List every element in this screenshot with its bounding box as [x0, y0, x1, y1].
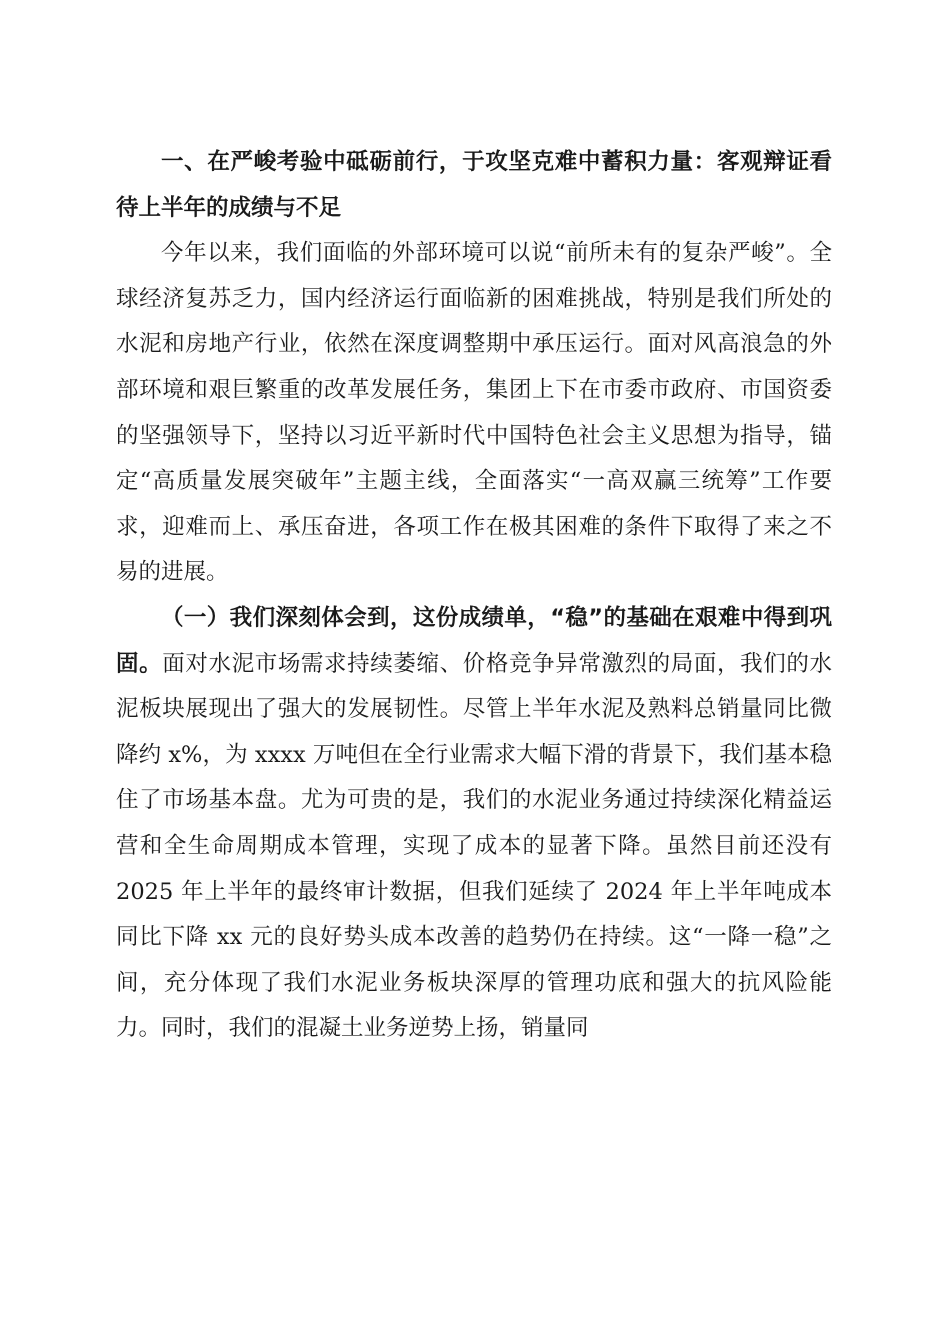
document-body: [116, 140, 832, 1052]
subsection-body: 面对水泥市场需求持续萎缩、价格竞争异常激烈的局面，我们的水泥板块展现出了强大的发展韧性。尽管上半年水泥及熟料总销量同比微降约 x%，为 xxxx 万吨但在全行业需求大幅下滑的背景下，我们基本稳住了市场基本盘。尤为可贵的是，我们的水泥业务通过持续深化精益运营和全生命周期成本管理，实现了成本的显著下降。虽然目前还没有 2025 年上半年的最终审计数据，但我们延续了 2024 年上半年吨成本同比下降 xx 元的良好势头成本改善的趋势仍在持续。这“一降一稳”之间，充分体现了我们水泥业务板块深厚的管理功底和强大的抗风险能力。同时，我们的混凝土业务逆势上扬，销量同: [116, 650, 832, 1042]
body-paragraph-1: 今年以来，我们面临的外部环境可以说“前所未有的复杂严峻”。全球经济复苏乏力，国内经济运行面临新的困难挑战，特别是我们所处的水泥和房地产行业，依然在深度调整期中承压运行。面对风高浪急的外部环境和艰巨繁重的改革发展任务，集团上下在市委市政府、市国资委的坚强领导下，坚持以习近平新时代中国特色社会主义思想为指导，锚定“高质量发展突破年”主题主线，全面落实“一高双赢三统筹”工作要求，迎难而上、承压奋进，各项工作在极其困难的条件下取得了来之不易的进展。: [116, 240, 832, 586]
body-paragraph-2: [116, 596, 832, 1052]
section-heading: 一、在严峻考验中砥砺前行，于攻坚克难中蓄积力量：客观辩证看待上半年的成绩与不足: [116, 149, 832, 221]
subsection-lead: （一）我们深刻体会到，这份成绩单，“稳”的基础在艰难中得到巩固。: [116, 604, 832, 677]
